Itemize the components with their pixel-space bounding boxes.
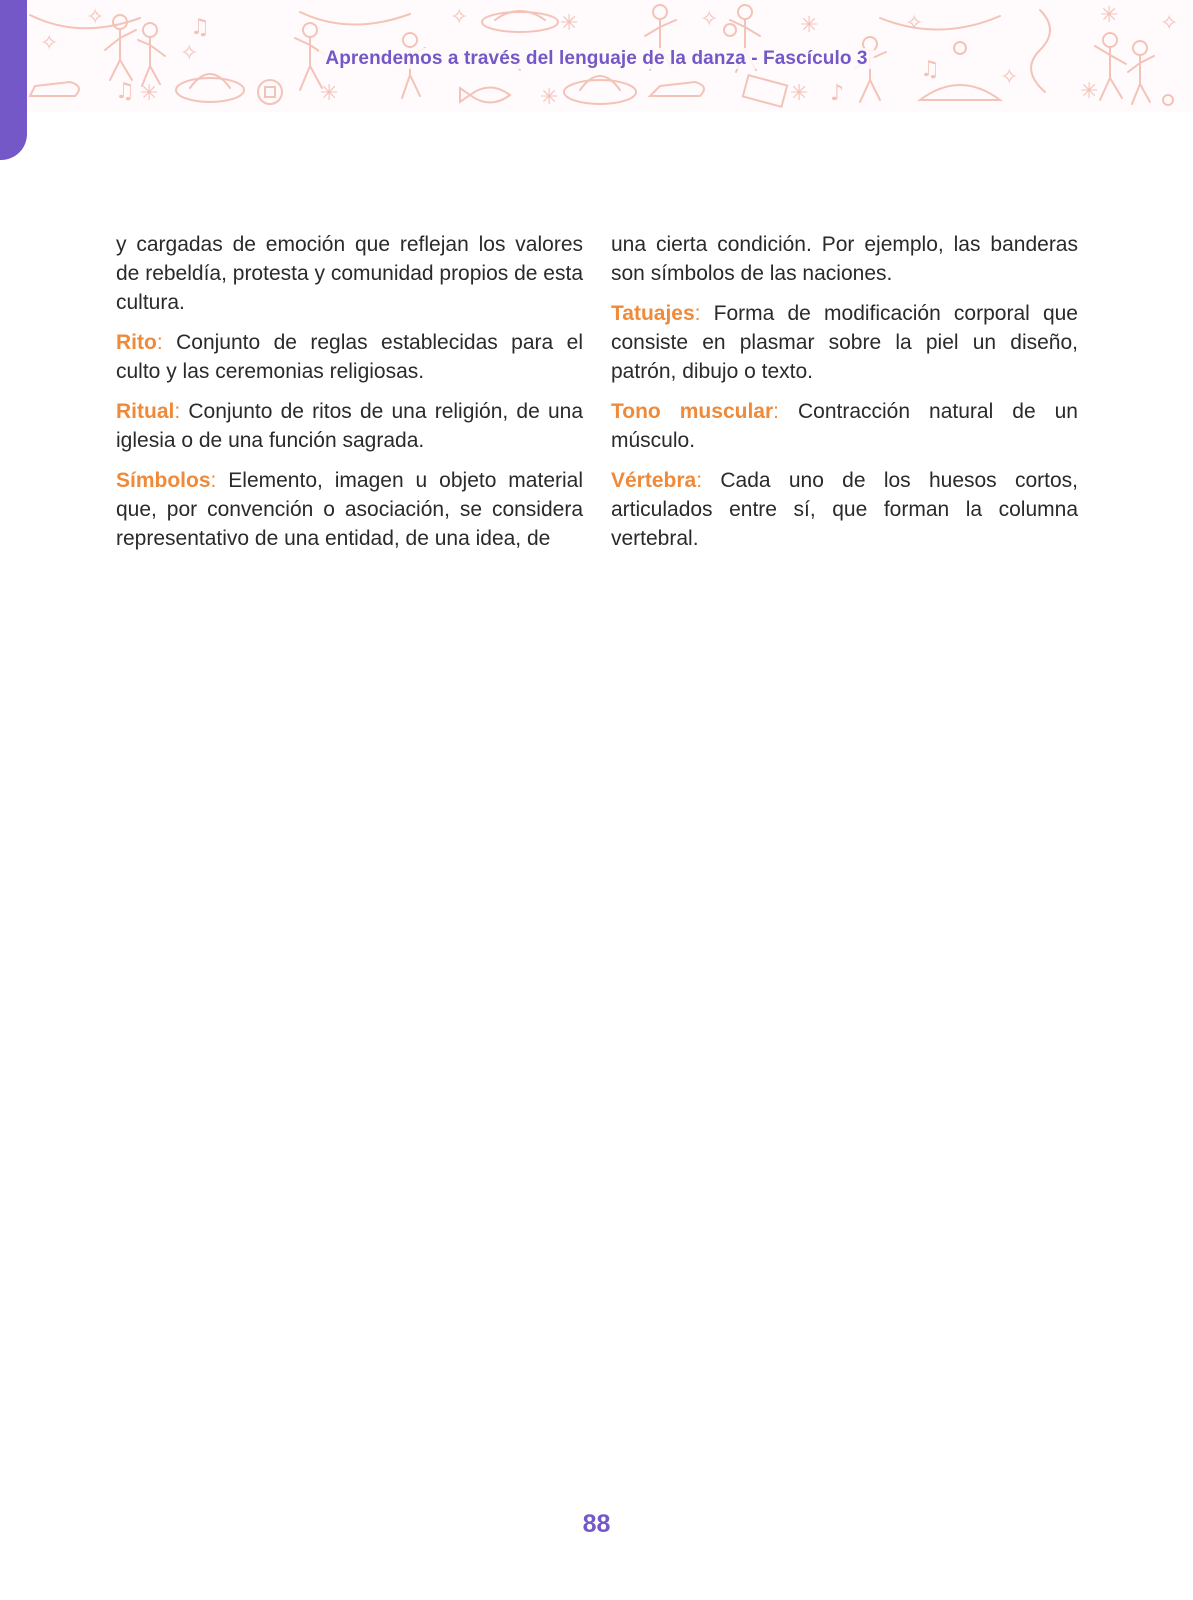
coin-decoration (265, 87, 275, 97)
glossary-term: Tatuajes (611, 302, 695, 325)
hat-decoration (482, 12, 558, 32)
music-note-decoration: ♫ (920, 57, 940, 82)
running-title (0, 48, 1193, 70)
garland-decoration (300, 12, 410, 25)
glossary-definition: Forma de modificación corporal que consiste en plasmar sobre la piel un diseño, patrón, dibujo o texto. (611, 302, 1078, 383)
glossary-definition: y cargadas de emoción que reflejan los valores de rebeldía, protesta y comunidad propios de esta cultura. (116, 233, 583, 314)
music-note-decoration: ♫ (115, 79, 135, 104)
glossary-column-right (611, 230, 1078, 564)
glossary-entry-continuation (116, 230, 583, 317)
music-note-decoration: ♪ (830, 81, 845, 106)
dot-decoration (1163, 95, 1173, 105)
keyboard-decoration (743, 75, 787, 107)
umbrella-decoration (920, 85, 1000, 100)
glossary-definition: Elemento, imagen u objeto material que, por convención o asociación, se considera representativo de una entidad, de una idea, de (116, 469, 583, 550)
glossary-term: Tono muscular (611, 400, 774, 423)
sparkle-decoration: ✳ (540, 85, 559, 110)
sparkle-decoration: ✳ (140, 81, 159, 106)
hat-decoration (564, 80, 636, 104)
glossary-entry-rito (116, 328, 583, 386)
music-note-decoration: ♫ (190, 15, 210, 40)
glossary-separator: : (694, 302, 701, 325)
sparkle-decoration: ✳ (1080, 79, 1099, 104)
glossary-separator: : (210, 469, 217, 492)
glossary-term: Vértebra (611, 469, 697, 492)
glossary-definition: una cierta condición. Por ejemplo, las banderas son símbolos de las naciones. (611, 233, 1078, 285)
sparkle-decoration: ✧ (40, 31, 59, 56)
sparkle-decoration: ✳ (800, 13, 819, 38)
glossary-entry-vertebra (611, 466, 1078, 553)
sparkle-decoration: ✳ (1100, 3, 1119, 28)
shoe-decoration (650, 82, 704, 96)
hat-decoration (580, 76, 620, 90)
shoe-decoration (30, 82, 79, 96)
sparkle-decoration: ✳ (790, 81, 809, 106)
glossary-definition: Conjunto de ritos de una religión, de una iglesia o de una función sagrada. (116, 400, 583, 452)
sparkle-decoration: ✳ (320, 81, 339, 106)
dot-decoration (724, 24, 736, 36)
glossary-separator: : (696, 469, 703, 492)
glossary-entry-tatuajes (611, 299, 1078, 386)
glossary-entry-tono-muscular (611, 397, 1078, 455)
sparkle-decoration: ✧ (450, 5, 469, 30)
garland-decoration (880, 16, 1000, 30)
coin-decoration (258, 80, 282, 104)
glossary-entry-ritual (116, 397, 583, 455)
glossary-separator: : (174, 400, 181, 423)
glossary-separator: : (773, 400, 779, 423)
glossary-entry-simbolos (116, 466, 583, 553)
sparkle-decoration: ✧ (86, 5, 105, 30)
fish-decoration (460, 88, 510, 103)
purple-side-tab (0, 0, 27, 160)
page-number: 88 (582, 1510, 611, 1538)
hat-decoration (190, 74, 230, 88)
running-title-text: Aprendemos a través del lenguaje de la danza - Fascículo 3 (319, 48, 873, 69)
glossary-definition: Conjunto de reglas establecidas para el culto y las ceremonias religiosas. (116, 331, 583, 383)
sparkle-decoration: ✧ (180, 41, 199, 66)
glossary-column-left (116, 230, 583, 564)
header-band (0, 0, 1193, 112)
glossary-definition: Contracción natural de un músculo. (611, 400, 1078, 452)
glossary-term: Rito (116, 331, 157, 354)
glossary-term: Ritual (116, 400, 175, 423)
glossary-term: Símbolos (116, 469, 211, 492)
sparkle-decoration: ✧ (905, 11, 924, 36)
glossary-definition: Cada uno de los huesos cortos, articulados entre sí, que forman la columna vertebral. (611, 469, 1078, 550)
sparkle-decoration: ✧ (1160, 11, 1179, 36)
sparkle-decoration: ✳ (560, 11, 579, 36)
sparkle-decoration: ✧ (700, 7, 719, 32)
hat-decoration (176, 78, 244, 102)
sparkle-decoration: ✧ (1000, 65, 1019, 90)
glossary-entry-continuation (611, 230, 1078, 288)
glossary-separator: : (156, 331, 163, 354)
